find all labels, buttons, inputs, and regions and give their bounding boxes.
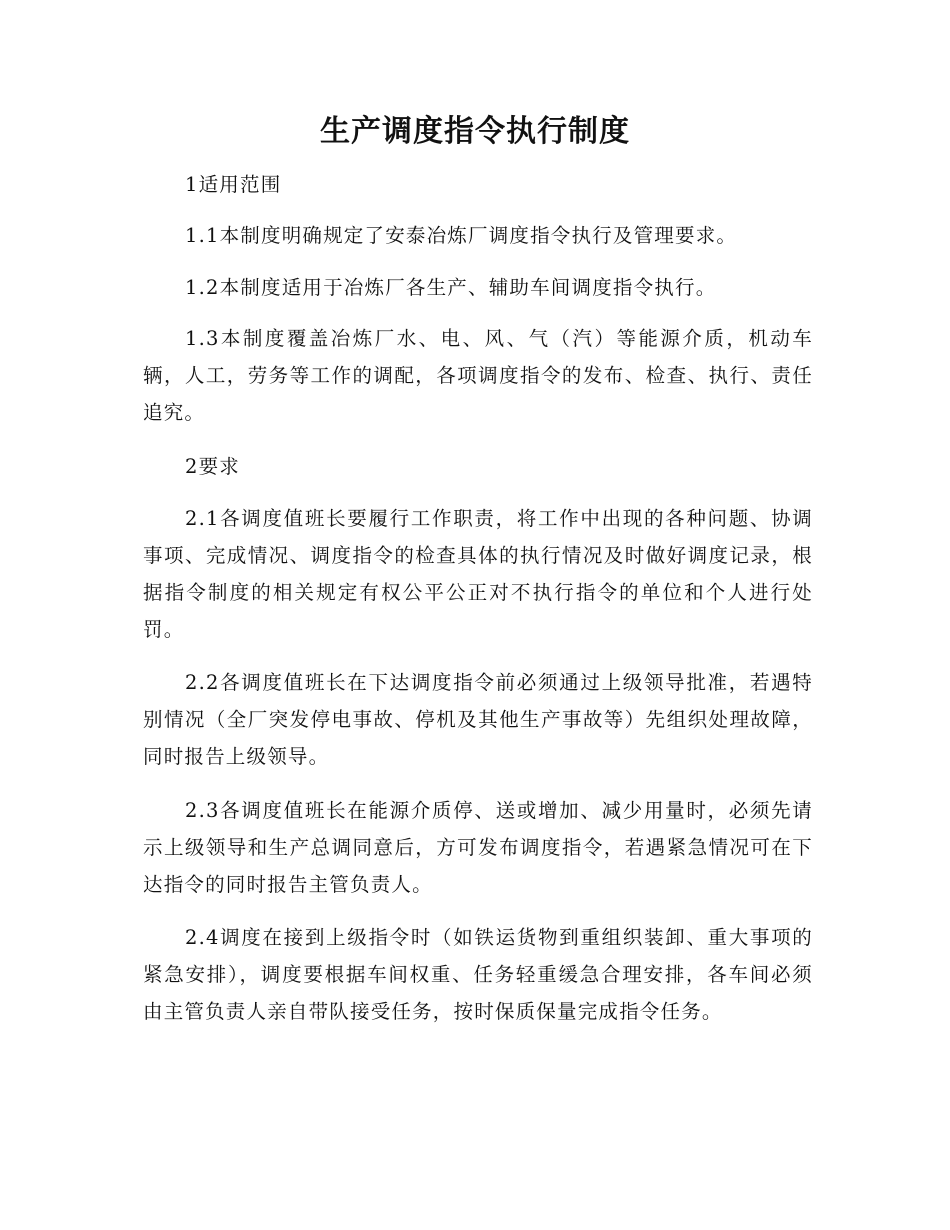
paragraph-2-1: 2.1各调度值班长要履行工作职责，将工作中出现的各种问题、协调事项、完成情况、调度指令的检查具体的执行情况及时做好调度记录，根据指令制度的相关规定有权公平公正对不执行指令的单位和个人进行处罚。 (143, 507, 813, 641)
paragraph-2-4: 2.4调度在接到上级指令时（如铁运货物到重组织装卸、重大事项的紧急安排），调度要根据车间权重、任务轻重缓急合理安排，各车间必须由主管负责人亲自带队接受任务，按时保质保量完成指令任务。 (143, 926, 813, 1023)
paragraph-2-2: 2.2各调度值班长在下达调度指令前必须通过上级领导批准，若遇特别情况（全厂突发停电事故、停机及其他生产事故等）先组织处理故障，同时报告上级领导。 (143, 671, 813, 768)
paragraph-1-1: 1.1本制度明确规定了安泰冶炼厂调度指令执行及管理要求。 (185, 224, 738, 247)
paragraph-2-3: 2.3各调度值班长在能源介质停、送或增加、减少用量时，必须先请示上级领导和生产总调同意后，方可发布调度指令，若遇紧急情况可在下达指令的同时报告主管负责人。 (143, 799, 813, 896)
paragraph-1-2: 1.2本制度适用于冶炼厂各生产、辅助车间调度指令执行。 (185, 276, 717, 299)
paragraph-1-3: 1.3本制度覆盖冶炼厂水、电、风、气（汽）等能源介质，机动车辆，人工，劳务等工作的调配，各项调度指令的发布、检查、执行、责任追究。 (143, 327, 813, 424)
section-heading-requirements: 2要求 (185, 455, 241, 478)
section-heading-scope: 1适用范围 (185, 173, 282, 196)
document-title: 生产调度指令执行制度 (320, 114, 630, 149)
